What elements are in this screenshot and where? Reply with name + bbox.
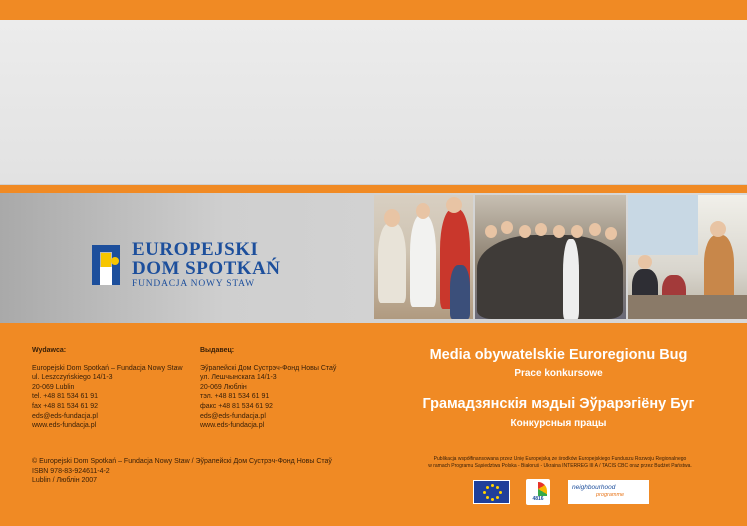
copyright-line: © Europejski Dom Spotkań – Fundacja Nowy Staw / Эўрапейскі Дом Сустрэч-Фонд Новы Стаў — [32, 458, 332, 465]
funding-line2: w ramach Programu Sąsiedztwa Polska - Białoruś - Ukraina INTERREG III A / TACIS CBC oraz przez Budżet Państwa. — [428, 463, 692, 469]
publisher-by-heading: Выдавец: — [200, 347, 235, 354]
eds-logo — [90, 237, 281, 297]
logo-text-line2: DOM SPOTKAŃ — [132, 258, 281, 279]
blank-gray-panel — [0, 20, 747, 185]
publisher-pl-email[interactable]: eds@eds-fundacja.pl — [32, 412, 98, 420]
publisher-by-line: факс +48 81 534 61 92 — [200, 402, 273, 410]
publisher-pl-heading: Wydawca: — [32, 347, 67, 354]
publisher-pl-line: fax +48 81 534 61 92 — [32, 402, 98, 410]
title-belarusian: Грамадзянскія мэдыі Эўрарэгіёну Буг — [422, 396, 695, 412]
logo-text-line3: FUNDACJA NOWY STAW — [132, 279, 255, 289]
subtitle-belarusian: Конкурсныя працы — [510, 418, 607, 429]
isbn-line: ISBN 978-83-924611-4-2 — [32, 467, 110, 475]
publisher-by-line: Эўрапейскі Дом Сустрэч-Фонд Новы Стаў — [200, 364, 337, 372]
publisher-by-email[interactable]: eds@eds-fundacja.pl — [200, 412, 266, 420]
publisher-by — [200, 346, 370, 431]
funding-line1: Publikacja współfinansowana przez Unię Europejską ze środków Europejskiego Funduszu Rozwoju Regionalnego — [433, 456, 687, 462]
photo-group-portrait — [475, 195, 626, 319]
publisher-pl-website[interactable]: www.eds-fundacja.pl — [32, 422, 97, 430]
publisher-by-line: 20-069 Люблін — [200, 383, 247, 391]
neighbourhood-logo-text: neighbourhood — [572, 484, 616, 491]
publisher-pl-line: 20-069 Lublin — [32, 383, 75, 391]
publisher-pl-line: ul. Leszczyńskiego 14/1-3 — [32, 374, 113, 382]
programme-rainbow-logo-icon — [526, 479, 550, 505]
top-orange-band — [0, 0, 747, 20]
subtitle-polish: Prace konkursowe — [514, 368, 603, 379]
programme-logo-text: 4816 — [532, 496, 544, 502]
rainbow-arc-icon — [529, 482, 547, 496]
publisher-by-line: тэл. +48 81 534 61 91 — [200, 393, 270, 401]
photo-group-talking — [374, 195, 473, 319]
publisher-by-line: ул. Лешчынскага 14/1-3 — [200, 374, 277, 382]
publisher-pl-line: tel. +48 81 534 61 91 — [32, 393, 98, 401]
logo-text-line1: EUROPEJSKI — [132, 239, 259, 260]
neighbourhood-programme-logo — [568, 480, 649, 504]
programme-logo-subtext: programme — [596, 492, 625, 498]
eu-flag-icon — [473, 480, 510, 504]
eds-logo-mark-icon — [90, 239, 124, 289]
publisher-by-website[interactable]: www.eds-fundacja.pl — [200, 422, 265, 430]
title-polish: Media obywatelskie Euroregionu Bug — [429, 347, 688, 363]
place-year-line: Lublin / Люблін 2007 — [32, 477, 98, 485]
funding-note — [395, 456, 725, 470]
orange-divider — [0, 185, 747, 193]
photo-computer-room — [628, 195, 747, 319]
imprint — [32, 457, 362, 486]
publisher-pl — [32, 346, 202, 431]
publisher-pl-line: Europejski Dom Spotkań – Fundacja Nowy Staw — [32, 364, 183, 372]
